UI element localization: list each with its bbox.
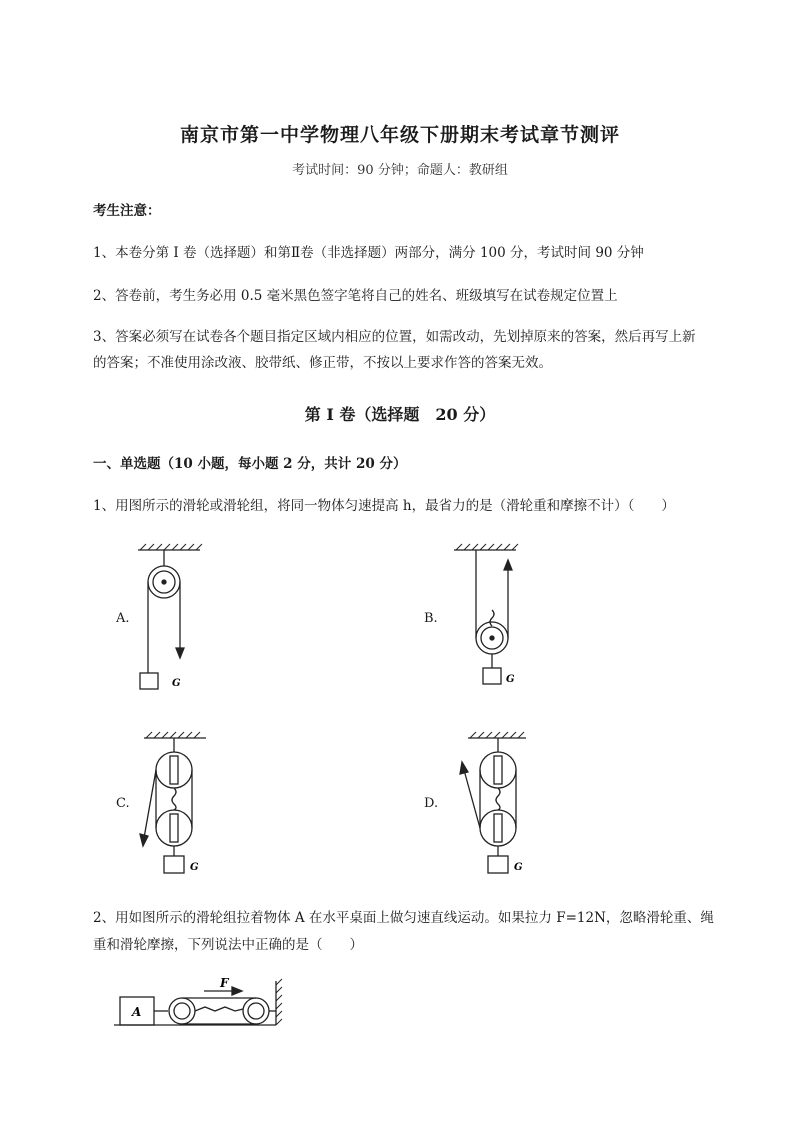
section-title: 第 I 卷（选择题 20 分） <box>304 405 496 424</box>
option-a-label: A. <box>116 611 130 626</box>
force-f-label: F <box>220 976 229 990</box>
note-item-1: 1、本卷分第 I 卷（选择题）和第Ⅱ卷（非选择题）两部分，满分 100 分，考试时间 90 分钟 <box>93 245 644 261</box>
option-c-label: C. <box>116 796 130 811</box>
figure-d-pulley-block <box>446 728 526 883</box>
question-2-text-line1: 2、用如图所示的滑轮组拉着物体 A 在水平桌面上做匀速直线运动。如果拉力 F=12N，忽略滑轮重、绳 <box>93 910 714 926</box>
option-b-label: B. <box>424 611 438 626</box>
exam-info: 考试时间：90 分钟；命题人：教研组 <box>292 163 508 178</box>
figure-a-fixed-pulley <box>130 540 210 695</box>
figure-b-weight-label: G <box>506 674 515 685</box>
block-a-label: A <box>132 1005 142 1019</box>
notes-heading: 考生注意： <box>93 203 161 219</box>
page-title: 南京市第一中学物理八年级下册期末考试章节测评 <box>179 124 620 146</box>
note-item-2: 2、答卷前，考生务必用 0.5 毫米黑色签字笔将自己的姓名、班级填写在试卷规定位置上 <box>93 288 618 304</box>
question-2-text-line2: 重和滑轮摩擦，下列说法中正确的是（ ） <box>93 937 363 953</box>
note-item-3-cont: 的答案；不准使用涂改液、胶带纸、修正带，不按以上要求作答的答案无效。 <box>93 355 552 371</box>
option-d-label: D. <box>424 796 439 811</box>
part-heading: 一、单选题（10 小题，每小题 2 分，共计 20 分） <box>93 456 407 472</box>
figure-b-movable-pulley <box>446 540 526 695</box>
figure-c-weight-label: G <box>190 862 199 873</box>
figure-c-pulley-block <box>130 728 210 883</box>
figure-d-weight-label: G <box>514 862 523 873</box>
figure-q2-horizontal-pulley <box>110 975 290 1035</box>
figure-a-weight-label: G <box>172 678 181 689</box>
question-1-text: 1、用图所示的滑轮或滑轮组，将同一物体匀速提高 h，最省力的是（滑轮重和摩擦不计）（ ） <box>93 498 675 514</box>
note-item-3: 3、答案必须写在试卷各个题目指定区域内相应的位置，如需改动，先划掉原来的答案，然后再写上新 <box>93 329 696 345</box>
